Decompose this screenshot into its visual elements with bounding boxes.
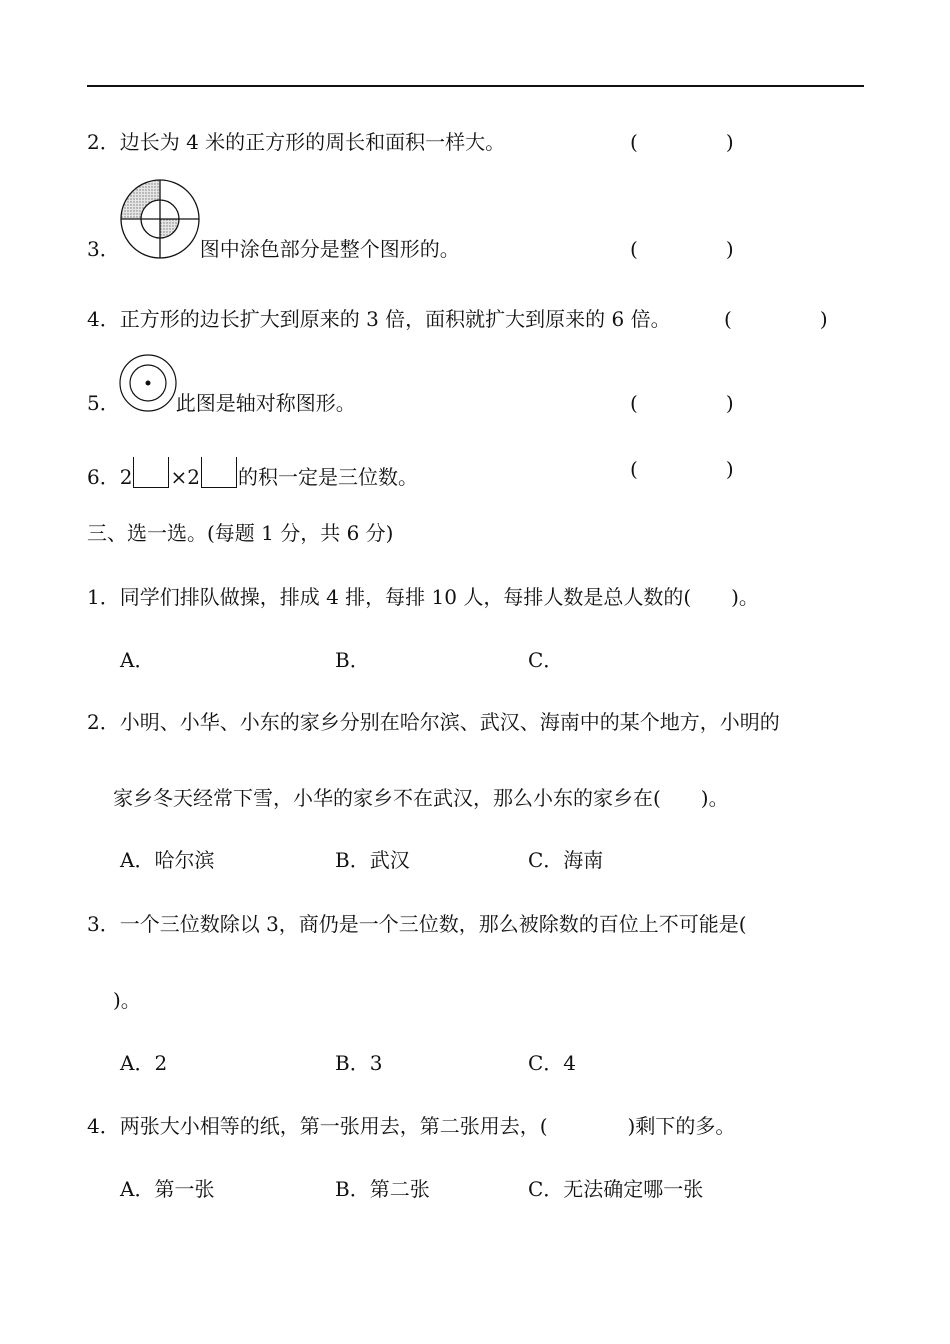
question-2: 2．小明、小华、小东的家乡分别在哈尔滨、武汉、海南中的某个地方，小明的 xyxy=(87,710,780,734)
item-number: 3． xyxy=(87,237,120,261)
question-4: 4．两张大小相等的纸，第一张用去，第二张用去，( )剩下的多。 xyxy=(87,1114,736,1138)
shaded-ring-figure-icon xyxy=(118,177,202,261)
option-a[interactable]: A．2 xyxy=(120,1051,168,1075)
item-text: 图中涂色部分是整个图形的。 xyxy=(199,237,460,261)
item-text: 边长为 4 米的正方形的周长和面积一样大。 xyxy=(119,130,506,154)
answer-paren[interactable]: ( ) xyxy=(724,307,828,331)
item-text: 此图是轴对称图形。 xyxy=(175,391,356,415)
item-number: 2． xyxy=(87,130,120,154)
question-3: 3．一个三位数除以 3，商仍是一个三位数，那么被除数的百位上不可能是( xyxy=(87,912,747,936)
item-number: 6． xyxy=(87,465,120,489)
judge-item-2 xyxy=(87,130,505,154)
judge-item-6 xyxy=(87,457,418,489)
answer-paren[interactable]: ( ) xyxy=(630,457,734,481)
option-b[interactable]: B．3 xyxy=(335,1051,383,1075)
option-a[interactable]: A．哈尔滨 xyxy=(120,848,215,872)
answer-paren[interactable]: ( ) xyxy=(630,130,734,154)
question-1: 1．同学们排队做操，排成 4 排，每排 10 人，每排人数是总人数的( )。 xyxy=(87,585,759,609)
judge-item-4 xyxy=(87,307,671,331)
item-text: 的积一定是三位数。 xyxy=(237,465,418,489)
item-text: 正方形的边长扩大到原来的 3 倍，面积就扩大到原来的 6 倍。 xyxy=(119,307,671,331)
answer-paren[interactable]: ( ) xyxy=(630,237,734,261)
item-number: 5． xyxy=(87,391,120,415)
concentric-circles-figure-icon xyxy=(118,353,178,413)
option-c[interactable]: C． xyxy=(528,648,564,672)
question-2-cont: 家乡冬天经常下雪，小华的家乡不在武汉，那么小东的家乡在( )。 xyxy=(113,786,729,810)
item-number: 4． xyxy=(87,307,120,331)
option-a[interactable]: A． xyxy=(120,648,155,672)
section-heading: 三、选一选。(每题 1 分，共 6 分) xyxy=(87,521,394,545)
option-c[interactable]: C．4 xyxy=(528,1051,577,1075)
option-b[interactable]: B． xyxy=(335,648,370,672)
option-a[interactable]: A．第一张 xyxy=(120,1177,215,1201)
answer-paren[interactable]: ( ) xyxy=(630,391,734,415)
times-text: ×2 xyxy=(170,465,200,489)
option-b[interactable]: B．武汉 xyxy=(335,848,410,872)
option-b[interactable]: B．第二张 xyxy=(335,1177,430,1201)
blank-box[interactable] xyxy=(133,457,169,488)
option-c[interactable]: C．海南 xyxy=(528,848,604,872)
question-3-cont: )。 xyxy=(113,988,141,1012)
header-rule xyxy=(87,85,864,87)
digit-text: 2 xyxy=(119,465,133,489)
blank-box[interactable] xyxy=(201,457,237,488)
option-c[interactable]: C．无法确定哪一张 xyxy=(528,1177,704,1201)
